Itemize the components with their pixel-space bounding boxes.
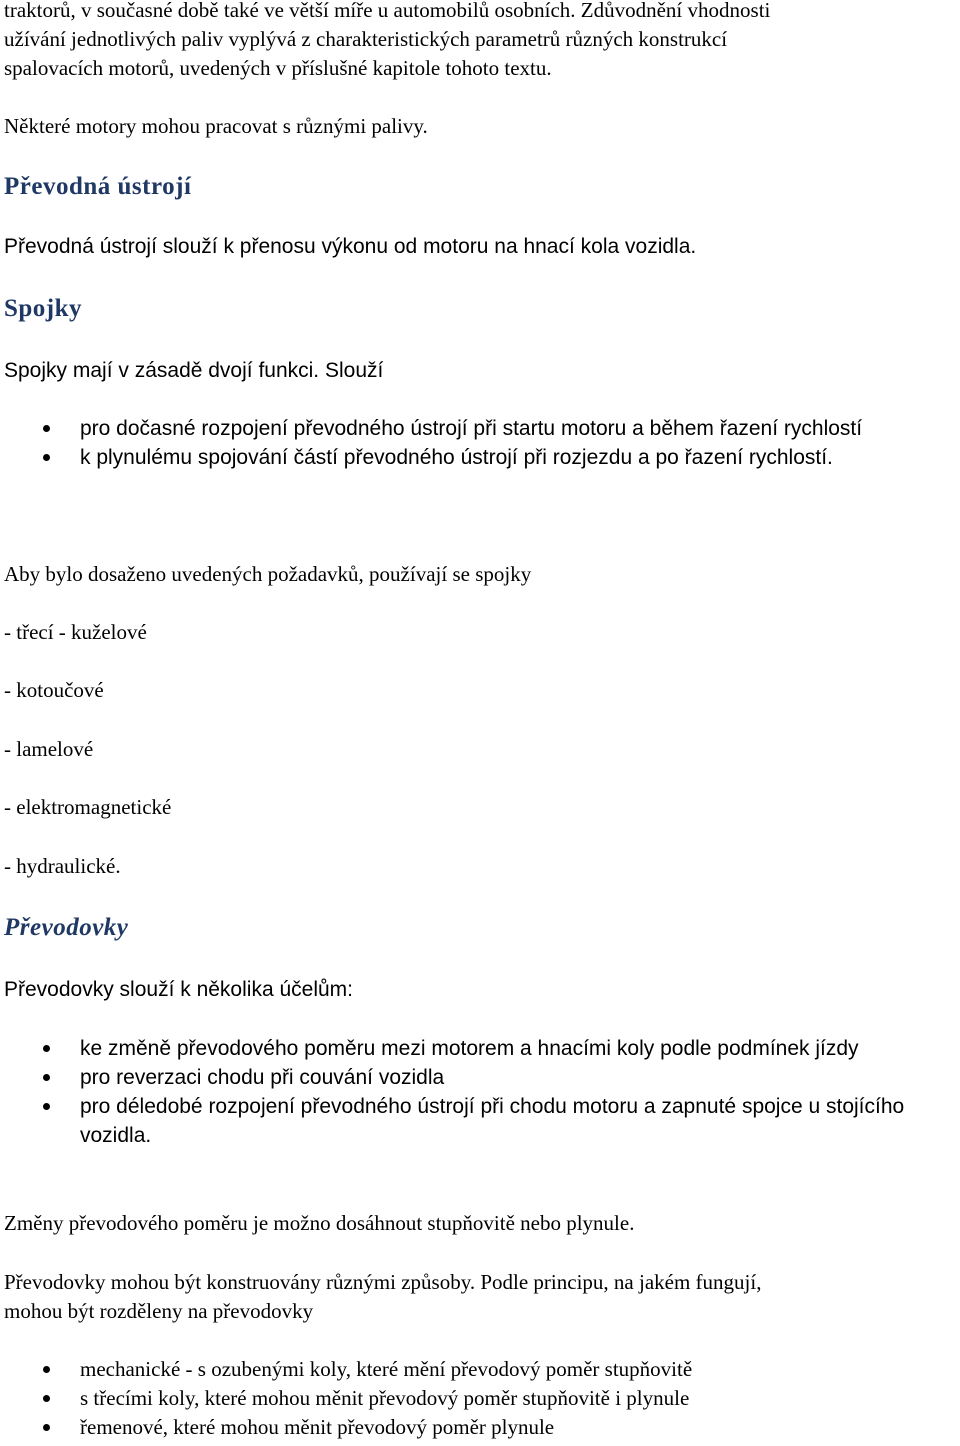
bullet-icon	[43, 1395, 50, 1402]
heading-clutches: Spojky	[4, 295, 83, 322]
construction-line-1: Převodovky mohou být konstruovány různými způsoby. Podle principu, na jakém fungují,	[4, 1270, 762, 1294]
list-item-text: pro reverzaci chodu při couvání vozidla	[80, 1066, 445, 1089]
ratio-note: Změny převodového poměru je možno dosáhnout stupňovitě nebo plynule.	[4, 1211, 635, 1235]
heading-transmission: Převodná ústrojí	[4, 173, 192, 200]
bullet-icon	[43, 425, 50, 432]
heading-gearboxes: Převodovky	[4, 914, 129, 941]
list-item-text: mechanické - s ozubenými koly, které mění převodový poměr stupňovitě	[80, 1357, 693, 1381]
list-item	[4, 1034, 959, 1063]
list-item	[4, 1413, 959, 1442]
clutch-type-item: - lamelové	[4, 737, 94, 761]
clutch-type-item: - třecí - kuželové	[4, 620, 147, 644]
gearboxes-text: Převodovky slouží k několika účelům:	[4, 978, 353, 1001]
list-item	[4, 1355, 959, 1384]
list-item	[4, 1063, 959, 1092]
list-item-text: ke změně převodového poměru mezi motorem a hnacími koly podle podmínek jízdy	[80, 1037, 859, 1060]
transmission-text: Převodná ústrojí slouží k přenosu výkonu od motoru na hnací kola vozidla.	[4, 235, 697, 258]
clutch-type-item: - kotoučové	[4, 678, 104, 702]
clutches-text: Spojky mají v zásadě dvojí funkci. Slouží	[4, 359, 384, 382]
intro-line-3: spalovacích motorů, uvedených v příslušné kapitole tohoto textu.	[4, 56, 552, 80]
list-item	[4, 1092, 959, 1150]
bullet-icon	[43, 454, 50, 461]
clutch-functions-list	[4, 414, 959, 472]
fuels-note: Některé motory mohou pracovat s různými palivy.	[4, 114, 428, 138]
bullet-icon	[43, 1074, 50, 1081]
gearbox-purposes-list	[4, 1034, 959, 1150]
list-item	[4, 443, 959, 472]
list-item-text: k plynulému spojování částí převodného ústrojí při rozjezdu a po řazení rychlostí.	[80, 446, 833, 469]
bullet-icon	[43, 1424, 50, 1431]
list-item	[4, 414, 959, 443]
list-item	[4, 1384, 959, 1413]
list-item-text: s třecími koly, které mohou měnit převodový poměr stupňovitě i plynule	[80, 1386, 690, 1410]
bullet-icon	[43, 1045, 50, 1052]
list-item-text: pro dočasné rozpojení převodného ústrojí při startu motoru a během řazení rychlostí	[80, 417, 863, 440]
intro-line-1: traktorů, v současné době také ve větší míře u automobilů osobních. Zdůvodnění vhodnosti	[4, 0, 771, 22]
clutch-types-intro: Aby bylo dosaženo uvedených požadavků, používají se spojky	[4, 562, 532, 586]
gearbox-kinds-list	[4, 1355, 959, 1442]
clutch-type-item: - elektromagnetické	[4, 795, 172, 819]
construction-line-2: mohou být rozděleny na převodovky	[4, 1299, 314, 1323]
bullet-icon	[43, 1103, 50, 1110]
bullet-icon	[43, 1366, 50, 1373]
intro-line-2: užívání jednotlivých paliv vyplývá z charakteristických parametrů různých konstrukcí	[4, 27, 728, 51]
list-item-text: řemenové, které mohou měnit převodový poměr plynule	[80, 1415, 555, 1439]
list-item-text: pro déledobé rozpojení převodného ústrojí při chodu motoru a zapnuté spojce u stojícího vozidla.	[80, 1095, 905, 1147]
clutch-type-item: - hydraulické.	[4, 854, 121, 878]
